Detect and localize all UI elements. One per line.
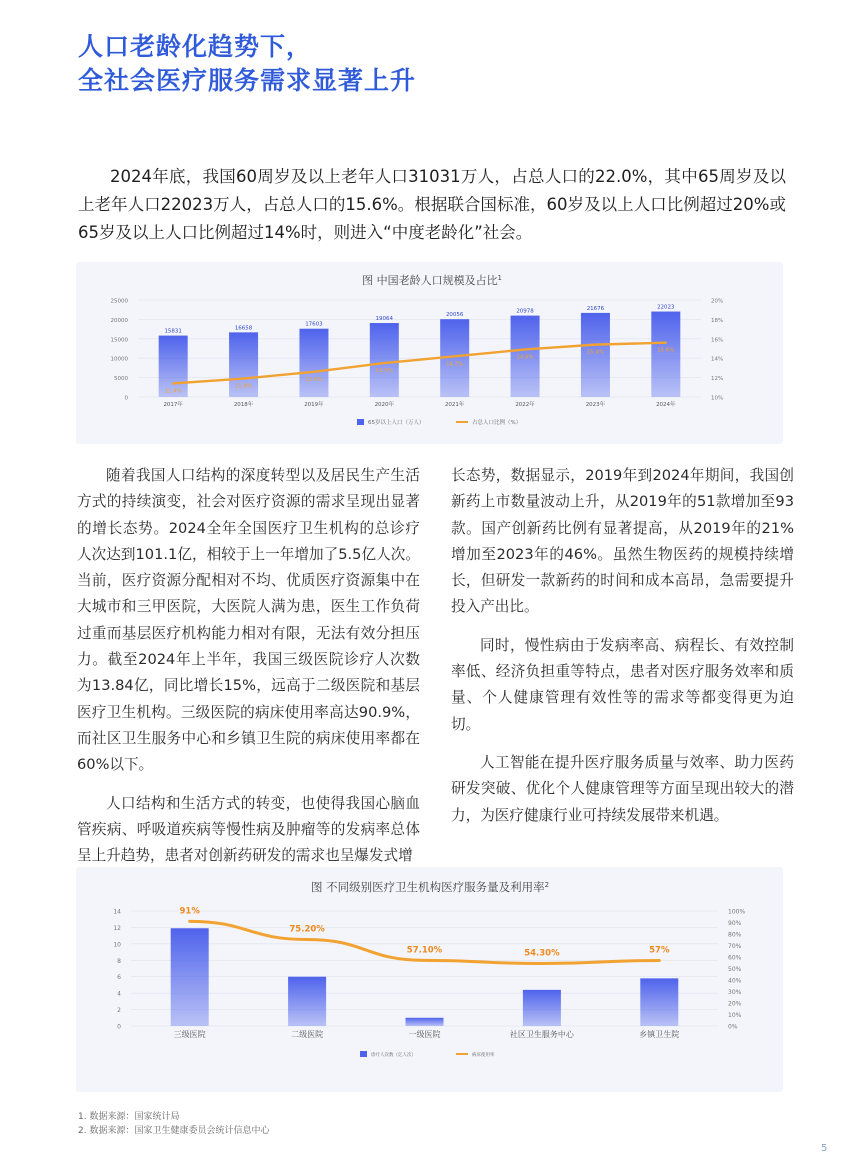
y-left-tick-label: 12: [113, 924, 121, 932]
line-value-label: 13.5%: [375, 368, 394, 375]
line-value-label: 12.6%: [305, 376, 323, 383]
aging-population-chart-svg: [76, 262, 783, 444]
legend-label: 诊疗人次数（亿人次）: [371, 1053, 416, 1058]
x-category-label: 社区卫生服务中心: [509, 1030, 574, 1039]
medical-service-chart: [76, 867, 783, 1092]
legend-swatch-bar: [360, 1051, 367, 1057]
x-category-label: 2024年: [656, 402, 676, 408]
page-title-line-2: 全社会医疗服务需求显著上升: [78, 66, 417, 95]
line-value-label: 14.2%: [445, 361, 464, 368]
body-paragraph: 人口结构和生活方式的转变，也使得我国心脑血管疾病、呼吸道疾病等慢性病及肿瘤等的发病率总体呈上升趋势，患者对创新药研发的需求也呈爆发式增: [77, 794, 420, 865]
x-category-label: 2019年: [304, 402, 324, 408]
y-right-tick-label: 100%: [728, 908, 746, 916]
y-left-tick-label: 5000: [114, 376, 128, 383]
chart-title-footnote-ref: 1: [497, 274, 502, 283]
line-value-label: 91%: [179, 906, 200, 917]
bar: [406, 1018, 444, 1026]
y-right-tick-label: 10%: [711, 395, 724, 402]
x-category-label: 2017年: [163, 402, 183, 408]
y-right-tick-label: 12%: [711, 376, 724, 383]
bar: [640, 978, 678, 1026]
bar-value-label: 20056: [445, 312, 464, 319]
bar-value-label: 15831: [164, 328, 182, 335]
footnote: 1. 数据来源：国家统计局: [78, 1112, 180, 1122]
y-right-tick-label: 20%: [711, 298, 724, 305]
legend-label: 占总人口比例（%）: [472, 420, 522, 426]
line-value-label: 54.30%: [524, 948, 560, 959]
chart-title: [311, 880, 549, 894]
y-right-tick-label: 10%: [728, 1012, 742, 1019]
line-value-label: 15.6%: [657, 347, 675, 354]
medical-service-chart-svg: [76, 867, 783, 1092]
y-left-tick-label: 8: [117, 957, 121, 965]
intro-paragraph: 2024年底，我国60周岁及以上老年人口31031万人，占总人口的22.0%，其中65周岁及以上老年人口22023万人，占总人口的15.6%。根据联合国标准，60岁及以上人口比例超过20%或65岁及以上人口比例超过14%时，则进入“中度老龄化”社会。: [78, 167, 786, 242]
y-left-tick-label: 0: [117, 1023, 121, 1031]
footnotes: [78, 1110, 269, 1138]
bar: [288, 977, 326, 1026]
y-left-tick-label: 10: [113, 941, 121, 949]
x-category-label: 2021年: [444, 402, 465, 408]
y-right-tick-label: 16%: [711, 337, 724, 344]
y-left-tick-label: 6: [117, 974, 121, 982]
y-right-tick-label: 60%: [728, 954, 742, 962]
line-value-label: 75.20%: [289, 924, 325, 935]
y-left-tick-label: 10000: [110, 356, 128, 363]
y-right-tick-label: 40%: [728, 977, 742, 985]
legend-swatch-bar: [357, 419, 364, 425]
y-right-tick-label: 20%: [728, 1000, 742, 1008]
bar: [651, 312, 680, 397]
line-value-label: 15.4%: [586, 349, 605, 356]
x-category-label: 二级医院: [291, 1030, 324, 1039]
bar: [171, 928, 209, 1026]
y-right-tick-label: 0%: [728, 1023, 738, 1031]
footnote: 2. 数据来源：国家卫生健康委员会统计信息中心: [78, 1126, 270, 1136]
bar: [299, 329, 328, 397]
y-right-tick-label: 18%: [711, 317, 724, 324]
x-category-label: 三级医院: [173, 1030, 206, 1039]
chart-title-text: 图 中国老龄人口规模及占比: [362, 274, 498, 287]
line-value-label: 14.9%: [516, 354, 534, 361]
x-category-label: 一级医院: [408, 1030, 441, 1039]
bar-value-label: 19064: [375, 316, 394, 323]
legend-label: 65岁以上人口（万人）: [368, 420, 425, 426]
page-title-line-1: 人口老龄化趋势下，: [78, 32, 313, 61]
bar-value-label: 16658: [234, 325, 253, 332]
y-right-tick-label: 50%: [728, 966, 742, 973]
body-paragraph: 长态势，数据显示，2019年到2024年期间，我国创新药上市数量波动上升，从2019年的51款增加至93款。国产创新药比例有显著提高，从2019年的21%增加至2023年的46%。虽然生物医药的规模持续增长，但研发一款新药的时间和成本高昂，急需要提升投入产出比。: [451, 467, 794, 616]
bar-value-label: 20978: [516, 308, 534, 315]
body-paragraph: 同时，慢性病由于发病率高、病程长、有效控制率低、经济负担重等特点，患者对医疗服务效率和质量、个人健康管理有效性等的需求等都变得更为迫切。: [451, 636, 794, 733]
chart-title-text: 图 不同级别医疗卫生机构医疗服务量及利用率: [310, 880, 545, 894]
bar-value-label: 21676: [586, 305, 605, 312]
y-left-tick-label: 2: [117, 1007, 121, 1015]
line-value-label: 11.4%: [164, 388, 182, 395]
x-category-label: 乡镇卫生院: [639, 1030, 680, 1039]
chart-title: [362, 273, 502, 287]
y-right-tick-label: 70%: [728, 943, 742, 950]
aging-population-chart: [76, 262, 783, 444]
body-column-left: [77, 463, 420, 881]
bar: [523, 990, 561, 1026]
y-left-tick-label: 0: [124, 395, 128, 402]
x-category-label: 2020年: [374, 402, 395, 408]
x-category-label: 2018年: [233, 402, 254, 408]
y-right-tick-label: 90%: [728, 920, 742, 927]
body-paragraph: 人工智能在提升医疗服务质量与效率、助力医药研发突破、优化个人健康管理等方面呈现出较大的潜力，为医疗健康行业可持续发展带来机遇。: [451, 753, 794, 824]
bar-value-label: 17603: [305, 321, 323, 328]
y-right-tick-label: 30%: [728, 989, 742, 996]
y-left-tick-label: 25000: [110, 298, 128, 305]
y-left-tick-label: 14: [113, 908, 121, 916]
chart-title-footnote-ref: 2: [544, 880, 550, 889]
x-category-label: 2022年: [515, 402, 535, 408]
bar-value-label: 22023: [657, 304, 675, 311]
page-title: [78, 30, 416, 98]
body-paragraph: 随着我国人口结构的深度转型以及居民生产生活方式的持续演变，社会对医疗资源的需求呈现出显著的增长态势。2024全年全国医疗卫生机构的总诊疗人次达到101.1亿，相较于上一年增加了5.5亿人次。当前，医疗资源分配相对不均、优质医疗资源集中在大城市和三甲医院，大医院人满为患，医生工作负荷过重而基层医疗机构能力相对有限，无法有效分担压力。截至2024年上半年，我国三级医院诊疗人次数为13.84亿，同比增长15%，远高于二级医院和基层医疗卫生机构。三级医院的病床使用率高达90.9%，而社区卫生服务中心和乡镇卫生院的病床使用率都在60%以下。: [77, 467, 420, 774]
y-left-tick-label: 15000: [110, 337, 128, 344]
page-number: 5: [821, 1143, 828, 1154]
legend-label: 病床使用率: [472, 1053, 495, 1058]
x-category-label: 2023年: [585, 402, 606, 408]
body-column-right: [451, 463, 794, 841]
y-right-tick-label: 80%: [728, 931, 742, 939]
line-value-label: 11.9%: [234, 383, 253, 390]
line-value-label: 57.10%: [406, 945, 443, 956]
line-value-label: 57%: [649, 945, 670, 956]
y-left-tick-label: 4: [117, 990, 121, 998]
y-left-tick-label: 20000: [110, 317, 128, 324]
y-right-tick-label: 14%: [711, 356, 724, 363]
bar: [370, 323, 399, 397]
